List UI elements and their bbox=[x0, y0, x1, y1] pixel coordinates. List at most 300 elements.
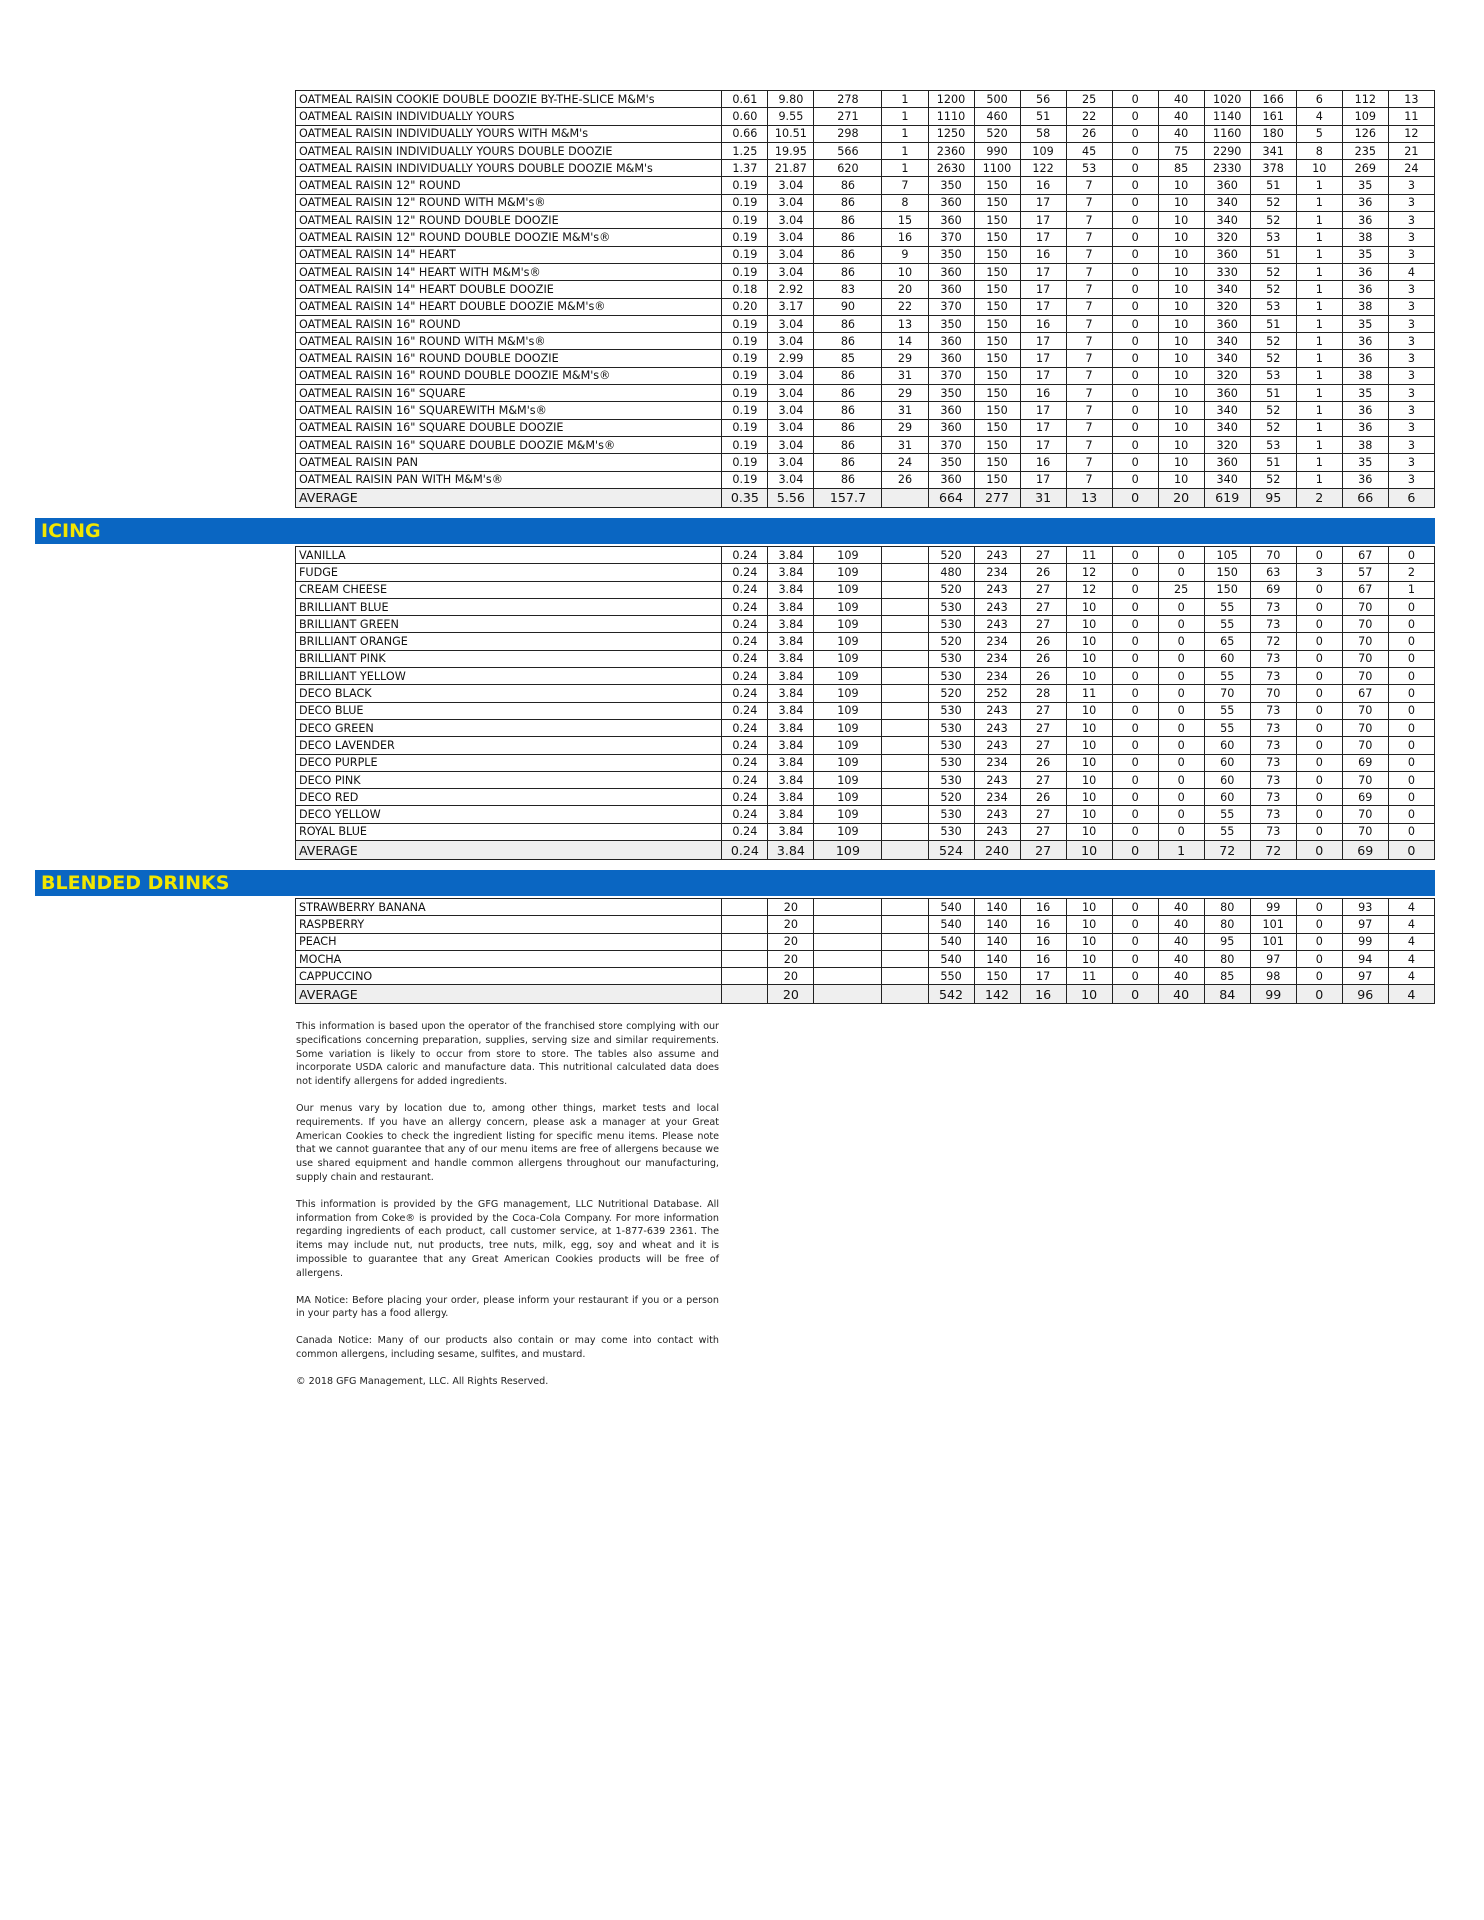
nutrient-cell: 52 bbox=[1250, 333, 1296, 350]
nutrient-cell: 0.19 bbox=[722, 229, 768, 246]
nutrient-cell: 20 bbox=[768, 916, 814, 933]
nutrient-cell: 234 bbox=[974, 633, 1020, 650]
nutrient-cell: 0 bbox=[1112, 598, 1158, 615]
nutrient-cell: 277 bbox=[974, 488, 1020, 507]
nutrient-cell: 70 bbox=[1342, 737, 1388, 754]
nutrient-cell: 0 bbox=[1296, 950, 1342, 967]
nutrient-cell: 520 bbox=[928, 633, 974, 650]
nutrient-cell: 70 bbox=[1342, 806, 1388, 823]
nutrient-cell bbox=[882, 650, 928, 667]
nutrient-cell: 26 bbox=[1020, 650, 1066, 667]
nutrient-cell: 0 bbox=[1112, 385, 1158, 402]
nutrient-cell bbox=[882, 581, 928, 598]
nutrient-cell: 70 bbox=[1342, 598, 1388, 615]
nutrient-cell: 3.04 bbox=[768, 263, 814, 280]
nutrient-cell: 35 bbox=[1342, 315, 1388, 332]
nutrient-cell: 45 bbox=[1066, 142, 1112, 159]
nutrient-cell: 243 bbox=[974, 598, 1020, 615]
section-header-icing: ICING bbox=[35, 518, 1435, 544]
nutrient-cell: 86 bbox=[814, 315, 882, 332]
nutrient-cell: 73 bbox=[1250, 789, 1296, 806]
nutrient-cell: 105 bbox=[1204, 547, 1250, 564]
nutrient-cell: 0 bbox=[1296, 771, 1342, 788]
nutrient-cell: 109 bbox=[814, 789, 882, 806]
nutrient-cell: 0.24 bbox=[722, 737, 768, 754]
nutrient-cell: 7 bbox=[1066, 333, 1112, 350]
nutrient-cell: 3 bbox=[1388, 246, 1434, 263]
nutrient-cell: 86 bbox=[814, 246, 882, 263]
nutrient-cell: 10 bbox=[1158, 350, 1204, 367]
nutrient-cell bbox=[882, 806, 928, 823]
nutrient-cell: 0 bbox=[1112, 177, 1158, 194]
nutrient-cell: 3.17 bbox=[768, 298, 814, 315]
nutrient-cell: 0 bbox=[1112, 702, 1158, 719]
nutrient-cell: 1 bbox=[882, 142, 928, 159]
nutrient-cell: 10 bbox=[1066, 719, 1112, 736]
nutrient-cell: 13 bbox=[882, 315, 928, 332]
nutrient-cell: 235 bbox=[1342, 142, 1388, 159]
nutrient-cell bbox=[882, 633, 928, 650]
table-row bbox=[296, 564, 1435, 581]
nutrient-cell: 1.25 bbox=[722, 142, 768, 159]
item-name: OATMEAL RAISIN 14" HEART bbox=[296, 246, 722, 263]
item-name: OATMEAL RAISIN 14" HEART DOUBLE DOOZIE bbox=[296, 281, 722, 298]
nutrient-cell: 80 bbox=[1204, 916, 1250, 933]
nutrient-cell: 0 bbox=[1112, 933, 1158, 950]
nutrient-cell: 27 bbox=[1020, 719, 1066, 736]
nutrient-cell: 10 bbox=[1066, 899, 1112, 916]
nutrient-cell: 0 bbox=[1112, 650, 1158, 667]
nutrient-cell: 4 bbox=[1388, 968, 1434, 985]
nutrient-cell: 55 bbox=[1204, 806, 1250, 823]
nutrient-cell: 24 bbox=[882, 454, 928, 471]
nutrient-cell: 56 bbox=[1020, 91, 1066, 108]
nutrient-cell: 0 bbox=[1112, 194, 1158, 211]
nutrient-cell: 1 bbox=[882, 108, 928, 125]
item-name: STRAWBERRY BANANA bbox=[296, 899, 722, 916]
table-row bbox=[296, 950, 1435, 967]
nutrient-cell bbox=[882, 488, 928, 507]
nutrient-cell: 20 bbox=[768, 899, 814, 916]
nutrient-cell: 0.24 bbox=[722, 616, 768, 633]
table-row bbox=[296, 194, 1435, 211]
nutrient-cell: 0.24 bbox=[722, 633, 768, 650]
nutrient-cell: 20 bbox=[768, 950, 814, 967]
nutrient-cell: 38 bbox=[1342, 229, 1388, 246]
nutrient-cell: 85 bbox=[814, 350, 882, 367]
nutrient-cell: 7 bbox=[1066, 229, 1112, 246]
nutrient-cell: 6 bbox=[1296, 91, 1342, 108]
nutrient-cell: 72 bbox=[1250, 633, 1296, 650]
nutrient-cell: 109 bbox=[814, 754, 882, 771]
nutrient-cell: 69 bbox=[1342, 789, 1388, 806]
nutrient-cell: 0 bbox=[1296, 633, 1342, 650]
item-name: DECO BLACK bbox=[296, 685, 722, 702]
nutrient-cell: 3.04 bbox=[768, 471, 814, 488]
nutrient-cell: 0 bbox=[1388, 806, 1434, 823]
item-name: OATMEAL RAISIN INDIVIDUALLY YOURS DOUBLE DOOZIE bbox=[296, 142, 722, 159]
nutrient-cell bbox=[882, 899, 928, 916]
nutrient-cell: 10 bbox=[1066, 616, 1112, 633]
nutrient-cell: 524 bbox=[928, 841, 974, 860]
nutrient-cell: 109 bbox=[814, 616, 882, 633]
nutrient-cell: 0 bbox=[1112, 471, 1158, 488]
nutrient-cell: 86 bbox=[814, 194, 882, 211]
nutrient-cell: 86 bbox=[814, 385, 882, 402]
nutrient-cell: 16 bbox=[1020, 454, 1066, 471]
nutrient-cell: 2.92 bbox=[768, 281, 814, 298]
nutrient-cell: 53 bbox=[1066, 160, 1112, 177]
nutrient-cell: 16 bbox=[1020, 985, 1066, 1004]
oatmeal-raisin-table bbox=[295, 90, 1435, 508]
nutrient-cell: 52 bbox=[1250, 471, 1296, 488]
nutrient-cell: 10 bbox=[1066, 633, 1112, 650]
table-row bbox=[296, 108, 1435, 125]
nutrient-cell: 5 bbox=[1296, 125, 1342, 142]
nutrient-cell: 38 bbox=[1342, 367, 1388, 384]
nutrient-cell: 0 bbox=[1112, 281, 1158, 298]
nutrient-cell: 36 bbox=[1342, 471, 1388, 488]
nutrient-cell: 0.19 bbox=[722, 454, 768, 471]
table-row bbox=[296, 125, 1435, 142]
nutrient-cell: 0 bbox=[1158, 806, 1204, 823]
nutrient-cell: 52 bbox=[1250, 281, 1296, 298]
table-row bbox=[296, 547, 1435, 564]
nutrient-cell: 66 bbox=[1342, 488, 1388, 507]
nutrient-cell: 0.24 bbox=[722, 581, 768, 598]
nutrient-cell: 4 bbox=[1388, 899, 1434, 916]
nutrient-cell: 0 bbox=[1112, 968, 1158, 985]
nutrient-cell: 17 bbox=[1020, 298, 1066, 315]
item-name: DECO LAVENDER bbox=[296, 737, 722, 754]
nutrient-cell: 530 bbox=[928, 737, 974, 754]
nutrient-cell: 35 bbox=[1342, 454, 1388, 471]
nutrient-cell: 10 bbox=[1158, 212, 1204, 229]
nutrient-cell: 480 bbox=[928, 564, 974, 581]
nutrient-cell: 10 bbox=[1066, 789, 1112, 806]
nutrient-cell: 540 bbox=[928, 950, 974, 967]
nutrient-cell: 243 bbox=[974, 806, 1020, 823]
nutrient-cell: 7 bbox=[1066, 315, 1112, 332]
nutrient-cell: 70 bbox=[1342, 668, 1388, 685]
nutrient-cell: 0 bbox=[1158, 650, 1204, 667]
nutrient-cell: 3.84 bbox=[768, 581, 814, 598]
nutrient-cell: 3.84 bbox=[768, 547, 814, 564]
item-name: OATMEAL RAISIN 16" ROUND DOUBLE DOOZIE bbox=[296, 350, 722, 367]
nutrient-cell: 0 bbox=[1112, 298, 1158, 315]
nutrient-cell: 40 bbox=[1158, 933, 1204, 950]
nutrient-cell: 1 bbox=[1296, 454, 1342, 471]
nutrient-cell: 0 bbox=[1388, 754, 1434, 771]
nutrient-cell: 360 bbox=[928, 333, 974, 350]
nutrient-cell: 0.19 bbox=[722, 194, 768, 211]
nutrient-cell: 0 bbox=[1158, 719, 1204, 736]
nutrient-cell: 16 bbox=[882, 229, 928, 246]
nutrient-cell: 2290 bbox=[1204, 142, 1250, 159]
nutrient-cell: 17 bbox=[1020, 436, 1066, 453]
nutrient-cell: 7 bbox=[1066, 367, 1112, 384]
nutrient-cell: 0 bbox=[1296, 598, 1342, 615]
nutrient-cell: 27 bbox=[1020, 771, 1066, 788]
nutrient-cell: 17 bbox=[1020, 212, 1066, 229]
nutrient-cell: 0 bbox=[1388, 633, 1434, 650]
nutrient-cell: 109 bbox=[814, 737, 882, 754]
nutrient-cell: 540 bbox=[928, 899, 974, 916]
nutrient-cell: 0.24 bbox=[722, 650, 768, 667]
nutrient-cell: 330 bbox=[1204, 263, 1250, 280]
nutrient-cell: 370 bbox=[928, 436, 974, 453]
nutrient-cell: 0.24 bbox=[722, 598, 768, 615]
nutrient-cell bbox=[722, 950, 768, 967]
nutrient-cell: 31 bbox=[1020, 488, 1066, 507]
nutrient-cell: 0 bbox=[1296, 616, 1342, 633]
nutrient-cell: 3 bbox=[1388, 402, 1434, 419]
average-row bbox=[296, 488, 1435, 507]
nutrient-cell: 0 bbox=[1112, 754, 1158, 771]
nutrient-cell: 240 bbox=[974, 841, 1020, 860]
nutrient-cell: 350 bbox=[928, 177, 974, 194]
nutrient-cell: 3.84 bbox=[768, 702, 814, 719]
nutrient-cell: 73 bbox=[1250, 754, 1296, 771]
nutrient-cell: 566 bbox=[814, 142, 882, 159]
nutrient-cell: 8 bbox=[1296, 142, 1342, 159]
nutrient-cell: 500 bbox=[974, 91, 1020, 108]
nutrient-cell: 60 bbox=[1204, 789, 1250, 806]
nutrient-cell: 7 bbox=[1066, 385, 1112, 402]
nutrient-cell: 4 bbox=[1388, 985, 1434, 1004]
nutrient-cell: 243 bbox=[974, 616, 1020, 633]
nutrient-cell: 3 bbox=[1388, 194, 1434, 211]
nutrient-cell bbox=[882, 968, 928, 985]
nutrient-cell bbox=[722, 985, 768, 1004]
nutrient-cell: 1020 bbox=[1204, 91, 1250, 108]
nutrient-cell: 460 bbox=[974, 108, 1020, 125]
nutrient-cell: 4 bbox=[1388, 950, 1434, 967]
nutrient-cell: 142 bbox=[974, 985, 1020, 1004]
nutrient-cell: 0 bbox=[1388, 668, 1434, 685]
nutrient-cell: 1100 bbox=[974, 160, 1020, 177]
nutrient-cell: 7 bbox=[1066, 194, 1112, 211]
nutrient-cell: 7 bbox=[1066, 246, 1112, 263]
nutrient-cell: 63 bbox=[1250, 564, 1296, 581]
nutrient-cell: 3.04 bbox=[768, 454, 814, 471]
item-name: BRILLIANT PINK bbox=[296, 650, 722, 667]
nutrient-cell: 10 bbox=[1158, 315, 1204, 332]
nutrient-cell: 0 bbox=[1112, 160, 1158, 177]
item-name: FUDGE bbox=[296, 564, 722, 581]
nutrient-cell: 26 bbox=[882, 471, 928, 488]
nutrient-cell: 8 bbox=[882, 194, 928, 211]
nutrient-cell: 17 bbox=[1020, 281, 1066, 298]
nutrient-cell: 17 bbox=[1020, 471, 1066, 488]
nutrient-cell: 7 bbox=[1066, 298, 1112, 315]
nutrient-cell: 98 bbox=[1250, 968, 1296, 985]
nutrient-cell: 1.37 bbox=[722, 160, 768, 177]
nutrient-cell: 664 bbox=[928, 488, 974, 507]
nutrient-cell: 0 bbox=[1112, 488, 1158, 507]
nutrient-cell: 36 bbox=[1342, 194, 1388, 211]
nutrient-cell: 1160 bbox=[1204, 125, 1250, 142]
nutrient-cell: 1 bbox=[1296, 436, 1342, 453]
nutrient-cell: 14 bbox=[882, 333, 928, 350]
nutrient-cell: 0 bbox=[1388, 650, 1434, 667]
nutrient-cell: 3.04 bbox=[768, 333, 814, 350]
item-name: OATMEAL RAISIN 16" SQUARE DOUBLE DOOZIE bbox=[296, 419, 722, 436]
nutrient-cell: 109 bbox=[814, 806, 882, 823]
nutrient-cell: 95 bbox=[1204, 933, 1250, 950]
item-name: OATMEAL RAISIN 14" HEART DOUBLE DOOZIE M&M's® bbox=[296, 298, 722, 315]
nutrient-cell: 3 bbox=[1388, 281, 1434, 298]
table-row bbox=[296, 350, 1435, 367]
nutrient-cell: 10 bbox=[1158, 263, 1204, 280]
nutrient-cell: 27 bbox=[1020, 737, 1066, 754]
nutrient-cell: 0 bbox=[1112, 142, 1158, 159]
nutrient-cell: 0 bbox=[1388, 616, 1434, 633]
nutrient-cell: 27 bbox=[1020, 547, 1066, 564]
nutrient-cell: 40 bbox=[1158, 950, 1204, 967]
nutrient-cell: 7 bbox=[1066, 281, 1112, 298]
nutrient-cell: 3 bbox=[1388, 419, 1434, 436]
nutrient-cell: 112 bbox=[1342, 91, 1388, 108]
table-row bbox=[296, 650, 1435, 667]
nutrient-cell: 12 bbox=[1066, 581, 1112, 598]
nutrient-cell: 109 bbox=[814, 547, 882, 564]
nutrient-cell: 0 bbox=[1296, 789, 1342, 806]
nutrient-cell: 3.84 bbox=[768, 598, 814, 615]
nutrient-cell: 36 bbox=[1342, 263, 1388, 280]
nutrient-cell: 10 bbox=[1158, 246, 1204, 263]
nutrient-cell: 0.19 bbox=[722, 263, 768, 280]
nutrient-cell: 3.04 bbox=[768, 194, 814, 211]
nutrient-cell: 36 bbox=[1342, 350, 1388, 367]
nutrient-cell: 0 bbox=[1296, 933, 1342, 950]
item-name: DECO BLUE bbox=[296, 702, 722, 719]
nutrient-cell: 0.19 bbox=[722, 367, 768, 384]
table-row bbox=[296, 246, 1435, 263]
nutrient-cell: 86 bbox=[814, 436, 882, 453]
nutrient-cell: 10 bbox=[1066, 950, 1112, 967]
nutrient-cell: 0 bbox=[1296, 719, 1342, 736]
nutrient-cell: 31 bbox=[882, 367, 928, 384]
nutrient-cell: 38 bbox=[1342, 436, 1388, 453]
nutrient-cell: 67 bbox=[1342, 685, 1388, 702]
nutrient-cell: 17 bbox=[1020, 229, 1066, 246]
nutrient-cell: 86 bbox=[814, 419, 882, 436]
nutrient-cell: 0.19 bbox=[722, 350, 768, 367]
nutrient-cell: 1 bbox=[1296, 177, 1342, 194]
item-name: DECO PURPLE bbox=[296, 754, 722, 771]
nutrient-cell: 0 bbox=[1112, 212, 1158, 229]
nutrient-cell: 370 bbox=[928, 367, 974, 384]
nutrient-cell: 4 bbox=[1388, 263, 1434, 280]
nutrient-cell: 1 bbox=[1296, 471, 1342, 488]
nutrient-cell: 150 bbox=[974, 229, 1020, 246]
nutrient-cell: 15 bbox=[882, 212, 928, 229]
nutrient-cell: 150 bbox=[1204, 581, 1250, 598]
item-name: BRILLIANT YELLOW bbox=[296, 668, 722, 685]
nutrient-cell: 27 bbox=[1020, 823, 1066, 840]
item-name: OATMEAL RAISIN PAN WITH M&M's® bbox=[296, 471, 722, 488]
nutrient-cell bbox=[882, 702, 928, 719]
nutrient-cell: 17 bbox=[1020, 367, 1066, 384]
item-name: OATMEAL RAISIN INDIVIDUALLY YOURS DOUBLE DOOZIE M&M's bbox=[296, 160, 722, 177]
nutrient-cell: 16 bbox=[1020, 246, 1066, 263]
nutrient-cell: 60 bbox=[1204, 771, 1250, 788]
nutrient-cell: 36 bbox=[1342, 402, 1388, 419]
nutrient-cell: 0 bbox=[1112, 547, 1158, 564]
nutrient-cell: 0 bbox=[1296, 581, 1342, 598]
item-name: DECO PINK bbox=[296, 771, 722, 788]
nutrient-cell: 3.84 bbox=[768, 564, 814, 581]
nutrient-cell: 11 bbox=[1066, 685, 1112, 702]
nutrient-cell: 3 bbox=[1388, 298, 1434, 315]
nutrient-cell: 60 bbox=[1204, 650, 1250, 667]
nutrient-cell: 150 bbox=[974, 454, 1020, 471]
nutrient-cell: 109 bbox=[814, 650, 882, 667]
nutrient-cell: 1 bbox=[1296, 333, 1342, 350]
nutrient-cell: 520 bbox=[928, 789, 974, 806]
nutrient-cell: 540 bbox=[928, 933, 974, 950]
nutrient-cell: 360 bbox=[928, 419, 974, 436]
nutrient-cell: 20 bbox=[768, 968, 814, 985]
nutrient-cell: 17 bbox=[1020, 333, 1066, 350]
table-row bbox=[296, 899, 1435, 916]
item-name: DECO GREEN bbox=[296, 719, 722, 736]
nutrient-cell: 10 bbox=[1066, 841, 1112, 860]
item-name: CREAM CHEESE bbox=[296, 581, 722, 598]
nutrient-cell: 7 bbox=[1066, 454, 1112, 471]
nutrient-cell: 12 bbox=[1066, 564, 1112, 581]
nutrient-cell: 95 bbox=[1250, 488, 1296, 507]
nutrient-cell: 0 bbox=[1112, 581, 1158, 598]
nutrient-cell: 85 bbox=[1204, 968, 1250, 985]
nutrient-cell: 109 bbox=[814, 841, 882, 860]
nutrient-cell: 10 bbox=[1066, 737, 1112, 754]
nutrient-cell: 234 bbox=[974, 650, 1020, 667]
nutrient-cell: 0 bbox=[1112, 454, 1158, 471]
nutrient-cell: 360 bbox=[928, 281, 974, 298]
nutrient-cell: 53 bbox=[1250, 298, 1296, 315]
nutrient-cell: 1 bbox=[1296, 315, 1342, 332]
nutrient-cell: 70 bbox=[1250, 547, 1296, 564]
nutrient-cell: 86 bbox=[814, 229, 882, 246]
nutrient-cell: 55 bbox=[1204, 616, 1250, 633]
nutrient-cell: 10 bbox=[1066, 702, 1112, 719]
nutrient-cell: 53 bbox=[1250, 367, 1296, 384]
item-name: AVERAGE bbox=[296, 488, 722, 507]
nutrient-cell: 10 bbox=[1066, 598, 1112, 615]
nutrient-cell: 150 bbox=[974, 367, 1020, 384]
nutrient-cell: 52 bbox=[1250, 263, 1296, 280]
nutrient-cell: 340 bbox=[1204, 281, 1250, 298]
nutrient-cell: 320 bbox=[1204, 298, 1250, 315]
nutrient-cell: 10 bbox=[1158, 194, 1204, 211]
nutrient-cell: 0 bbox=[1388, 702, 1434, 719]
nutrient-cell: 26 bbox=[1020, 789, 1066, 806]
nutrient-cell: 86 bbox=[814, 333, 882, 350]
nutrient-cell: 3.84 bbox=[768, 806, 814, 823]
nutrient-cell: 360 bbox=[928, 194, 974, 211]
item-name: OATMEAL RAISIN INDIVIDUALLY YOURS bbox=[296, 108, 722, 125]
nutrient-cell: 0.19 bbox=[722, 385, 768, 402]
nutrient-cell: 0 bbox=[1112, 350, 1158, 367]
nutrient-cell: 0 bbox=[1112, 806, 1158, 823]
nutrient-cell: 85 bbox=[1158, 160, 1204, 177]
nutrient-cell: 0.24 bbox=[722, 685, 768, 702]
nutrient-cell: 1140 bbox=[1204, 108, 1250, 125]
nutrient-cell: 3 bbox=[1388, 315, 1434, 332]
nutrient-cell: 150 bbox=[974, 315, 1020, 332]
